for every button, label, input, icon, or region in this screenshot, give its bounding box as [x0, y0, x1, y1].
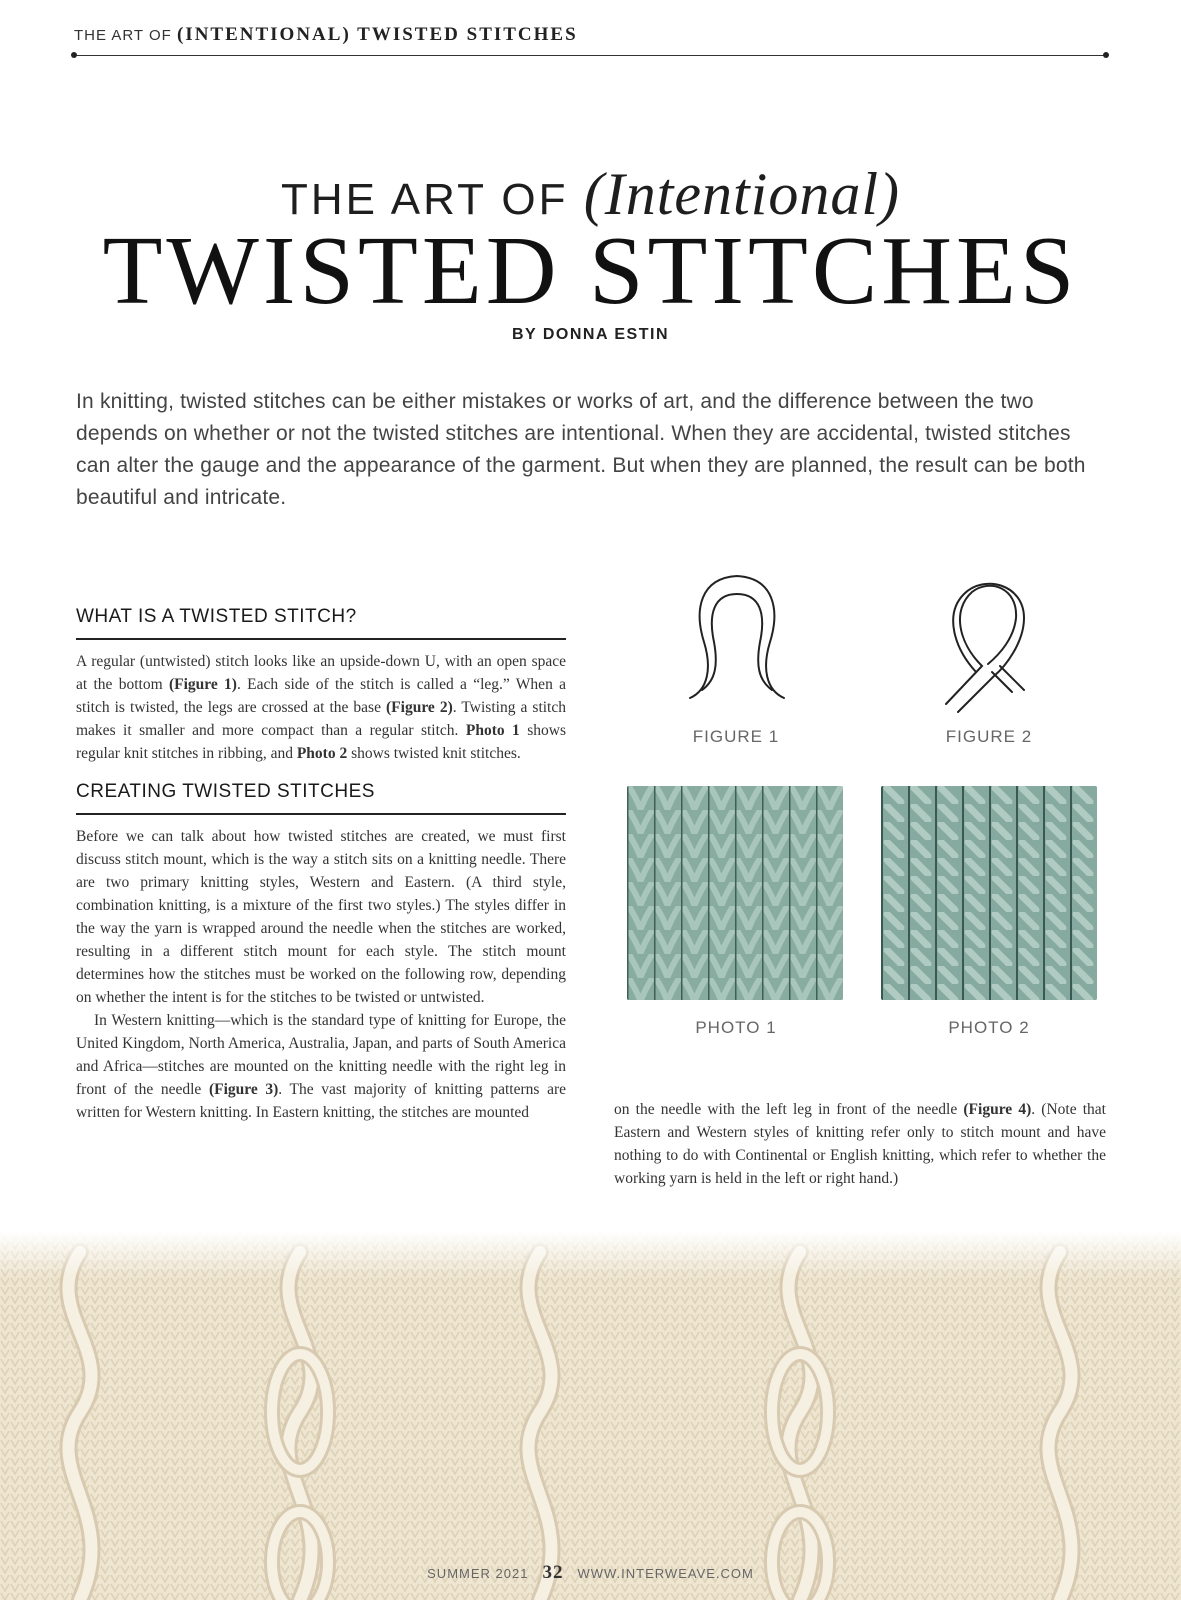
lede-paragraph: In knitting, twisted stitches can be either mistakes or works of art, and the difference between the two depends on whether or not the twisted stitches are intentional. When they are accidental, twisted stitches can alter the gauge and the appearance of the garment. But when they are planned, the result can be both beautiful and intricate. — [76, 390, 1086, 509]
rule-dot-right — [1103, 52, 1109, 58]
cable-knit-background-photo — [0, 1232, 1181, 1600]
page-number: 32 — [542, 1562, 564, 1583]
photo-2-caption: PHOTO 2 — [948, 1018, 1030, 1037]
text-run: . (Note that Eastern and Western styles of knitting refer only to stitch mount and have nothing to do with Continental or English knitting, which refer to whether the working yarn is held in the left or right hand.) — [614, 1101, 1106, 1187]
figure-2-twisted-stitch-icon — [940, 580, 1030, 716]
figure-2-caption: FIGURE 2 — [945, 727, 1033, 746]
title-prefix: THE ART OF — [280, 175, 584, 224]
figure-ref: (Figure 2) — [386, 699, 453, 716]
rule-dot-left — [71, 52, 77, 58]
photo-2-twisted-ribbing-swatch — [881, 786, 1097, 1000]
text-run: shows twisted knit stitches. — [347, 745, 521, 762]
text-run: shows regular knit stitches in ribbing, and — [76, 722, 566, 762]
header-rule — [74, 55, 1106, 56]
body-paragraph — [76, 1009, 566, 1124]
section-heading-creating: CREATING TWISTED STITCHES — [76, 781, 566, 815]
figure-ref: (Figure 3) — [208, 1081, 279, 1098]
photo-1-caption: PHOTO 1 — [695, 1018, 777, 1037]
text-run: . Twisting a stitch makes it smaller and more compact than a regular stitch. — [76, 699, 566, 739]
photo-ref: Photo 2 — [296, 745, 348, 762]
text-run: on the needle with the left leg in front of the needle — [614, 1101, 964, 1118]
running-head — [74, 24, 578, 46]
text-run: In Western knitting—which is the standard type of knitting for Europe, the United Kingdom, North America, Australia, Japan, and parts of South America and Africa—stitches are mounted on the knitting needle with the right leg in front of the needle — [76, 1012, 566, 1098]
section-heading-what-is: WHAT IS A TWISTED STITCH? — [76, 606, 566, 640]
text-run: . The vast majority of knitting patterns are written for Western knitting. In Eastern knitting, the stitches are mounted — [76, 1081, 566, 1121]
footer-website: WWW.INTERWEAVE.COM — [577, 1566, 754, 1581]
left-column — [76, 606, 566, 1124]
page-title: TWISTED STITCHES — [102, 217, 1079, 325]
footer-issue: SUMMER 2021 — [427, 1566, 529, 1581]
body-paragraph: Before we can talk about how twisted stitches are created, we must first discuss stitch mount, which is the way a stitch sits on a knitting needle. There are two primary knitting styles, Western and Eastern. (A third style, combination knitting, is a mixture of the first two styles.) The styles differ in the way the yarn is wrapped around the needle when the stitches are worked, resulting in a different stitch mount for each style. The stitch mount determines how the stitches must be worked on the following row, depending on whether the intent is for the stitches to be twisted or untwisted. — [76, 828, 566, 1006]
figure-ref: (Figure 4) — [963, 1101, 1032, 1118]
text-run: . Each side of the stitch is called a “leg.” When a stitch is twisted, the legs are crossed at the base — [76, 676, 567, 716]
byline: BY DONNA ESTIN — [511, 326, 669, 343]
right-column-text — [614, 1098, 1106, 1190]
title-italic: (Intentional) — [583, 161, 901, 227]
photo-1-ribbing-swatch — [627, 786, 843, 1000]
figure-1-caption: FIGURE 1 — [692, 727, 780, 746]
figure-ref: (Figure 1) — [168, 676, 237, 693]
photo-ref: Photo 1 — [465, 722, 520, 739]
running-head-prefix: THE ART OF — [74, 27, 177, 44]
figure-1-untwisted-stitch-icon — [682, 572, 792, 712]
body-paragraph — [76, 650, 566, 765]
running-head-title: (INTENTIONAL) TWISTED STITCHES — [176, 24, 578, 45]
page-footer — [0, 1562, 1181, 1584]
text-run: A regular (untwisted) stitch looks like an upside-down U, with an open space at the bottom — [76, 653, 566, 693]
body-paragraph — [614, 1098, 1106, 1190]
